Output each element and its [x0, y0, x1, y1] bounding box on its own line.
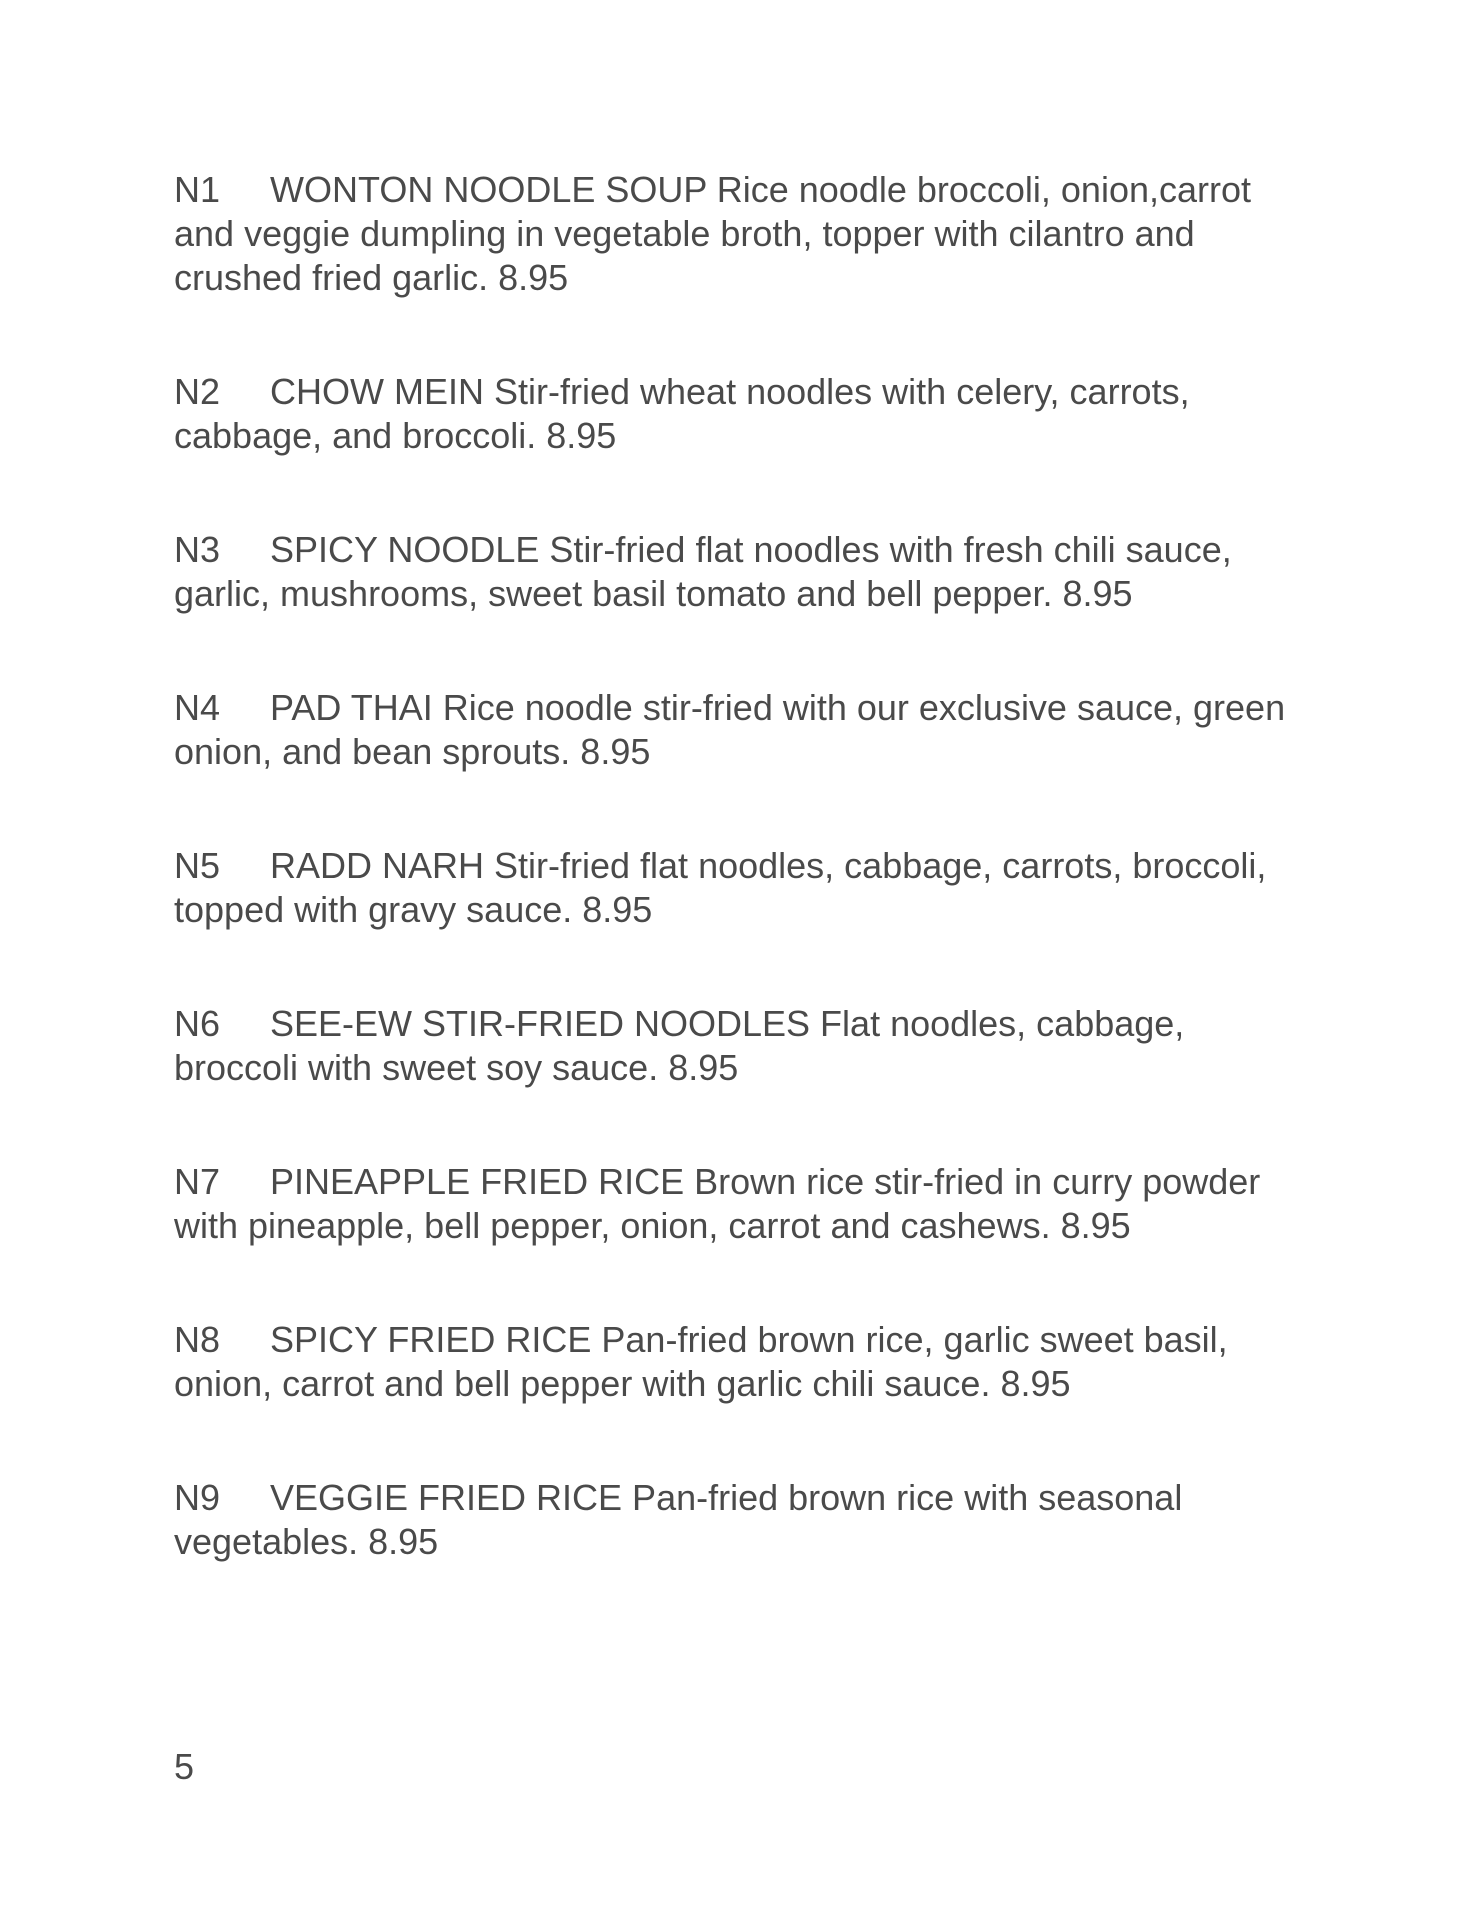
menu-item-n8: [174, 1318, 1324, 1406]
menu-item-n3: [174, 528, 1324, 616]
item-code: N2: [174, 371, 221, 412]
item-code: N1: [174, 169, 221, 210]
item-code: N6: [174, 1003, 221, 1044]
menu-item-n4: [174, 686, 1324, 774]
item-description: VEGGIE FRIED RICE Pan-fried brown rice with seasonal vegetables. 8.95: [174, 1477, 1183, 1562]
item-description: PAD THAI Rice noodle stir-fried with our exclusive sauce, green onion, and bean sprouts. 8.95: [174, 687, 1286, 772]
menu-list: [174, 168, 1324, 1634]
item-code: N8: [174, 1319, 221, 1360]
menu-item-n6: [174, 1002, 1324, 1090]
menu-item-n9: [174, 1476, 1324, 1564]
item-code: N9: [174, 1477, 221, 1518]
item-code: N5: [174, 845, 221, 886]
menu-item-n1: [174, 168, 1324, 300]
item-description: WONTON NOODLE SOUP Rice noodle broccoli, onion,carrot and veggie dumpling in vegetable broth, topper with cilantro and crushed fried garlic. 8.95: [174, 169, 1252, 298]
item-description: CHOW MEIN Stir-fried wheat noodles with celery, carrots, cabbage, and broccoli. 8.95: [174, 371, 1190, 456]
item-code: N3: [174, 529, 221, 570]
item-description: SPICY FRIED RICE Pan-fried brown rice, garlic sweet basil, onion, carrot and bell pepper with garlic chili sauce. 8.95: [174, 1319, 1228, 1404]
menu-item-n7: [174, 1160, 1324, 1248]
item-description: SPICY NOODLE Stir-fried flat noodles with fresh chili sauce, garlic, mushrooms, sweet basil tomato and bell pepper. 8.95: [174, 529, 1232, 614]
menu-item-n2: [174, 370, 1324, 458]
item-description: PINEAPPLE FRIED RICE Brown rice stir-fried in curry powder with pineapple, bell pepper, onion, carrot and cashews. 8.95: [174, 1161, 1261, 1246]
item-description: SEE-EW STIR-FRIED NOODLES Flat noodles, cabbage, broccoli with sweet soy sauce. 8.95: [174, 1003, 1185, 1088]
item-code: N4: [174, 687, 221, 728]
page-number: 5: [174, 1746, 195, 1787]
item-code: N7: [174, 1161, 221, 1202]
item-description: RADD NARH Stir-fried flat noodles, cabbage, carrots, broccoli, topped with gravy sauce. 8.95: [174, 845, 1267, 930]
menu-item-n5: [174, 844, 1324, 932]
